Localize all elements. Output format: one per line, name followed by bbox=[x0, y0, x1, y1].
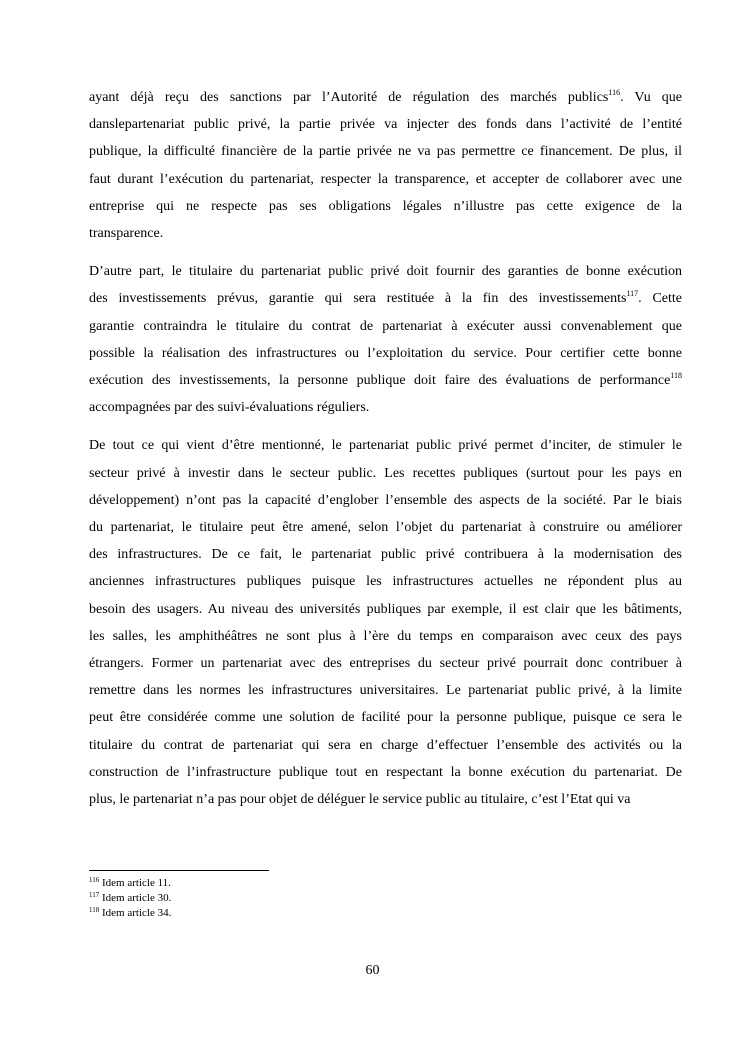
text-line bbox=[89, 193, 682, 220]
text-line bbox=[89, 732, 682, 759]
text-run: secteur privé à investir dans le secteur public. Les recettes publiques (surtout pour les pays en bbox=[89, 465, 682, 481]
text-line bbox=[89, 677, 682, 704]
text-run: De tout ce qui vient d’être mentionné, le partenariat public privé permet d’inciter, de stimuler le bbox=[89, 438, 682, 454]
footnote-reference: 116 bbox=[608, 88, 621, 97]
text-run: plus, le partenariat n’a pas pour objet de déléguer le service public au titulaire, c’est l’Etat qui va bbox=[89, 792, 631, 808]
text-line bbox=[89, 138, 682, 165]
text-line bbox=[89, 166, 682, 193]
text-run: . Vu que bbox=[620, 90, 683, 105]
text-line bbox=[89, 541, 682, 568]
text-line bbox=[89, 220, 682, 247]
text-line bbox=[89, 340, 682, 367]
footnote-text: Idem article 34. bbox=[99, 907, 172, 919]
text-line bbox=[89, 394, 682, 421]
text-line bbox=[89, 568, 682, 595]
text-run: étrangers. Former un partenariat avec des entreprises du secteur privé pourrait donc contribuer à bbox=[89, 656, 682, 672]
text-run: danslepartenariat public privé, la partie privée va injecter des fonds dans l’activité de l’entité bbox=[89, 117, 682, 133]
text-run: du partenariat, le titulaire peut être amené, selon l’objet du partenariat à construire ou améliorer bbox=[89, 520, 682, 536]
text-line bbox=[89, 514, 682, 541]
text-run: besoin des usagers. Au niveau des universités publiques par exemple, il est clair que les bâtiments, bbox=[89, 601, 682, 617]
footnote-reference: 118 bbox=[670, 371, 682, 381]
text-line bbox=[89, 285, 682, 312]
text-run: des investissements prévus, garantie qui sera restituée à la fin des investissements bbox=[89, 291, 627, 307]
paragraph bbox=[89, 84, 682, 247]
text-line bbox=[89, 367, 682, 394]
text-run: construction de l’infrastructure publique tout en respectant la bonne exécution du partenariat. De bbox=[89, 764, 682, 780]
text-line bbox=[89, 258, 682, 285]
text-line bbox=[89, 313, 682, 340]
text-run: possible la réalisation des infrastructures ou l’exploitation du service. Pour certifier cette bonne bbox=[89, 345, 682, 361]
text-run: garantie contraindra le titulaire du contrat de partenariat à exécuter aussi convenablement que bbox=[89, 318, 682, 334]
text-line bbox=[89, 786, 682, 813]
text-line bbox=[89, 84, 682, 111]
page-number: 60 bbox=[365, 963, 380, 978]
text-run: transparence. bbox=[89, 226, 164, 242]
text-line bbox=[89, 487, 682, 514]
text-run: les salles, les amphithéâtres ne sont plus à l’ère du temps en comparaison avec ceux des pays bbox=[89, 628, 682, 644]
text-run: titulaire du contrat de partenariat qui sera en charge d’effectuer l’ensemble des activités ou la bbox=[89, 737, 682, 753]
footnote-text: Idem article 11. bbox=[99, 877, 171, 889]
text-run: publique, la difficulté financière de la partie privée ne va pas permettre ce financement. De plus, il bbox=[89, 144, 682, 160]
footnote bbox=[89, 876, 682, 891]
footnote bbox=[89, 891, 682, 906]
text-run: D’autre part, le titulaire du partenariat public privé doit fournir des garanties de bonne exécution bbox=[89, 264, 682, 280]
text-run: des infrastructures. De ce fait, le partenariat public privé contribuera à la modernisation des bbox=[89, 547, 682, 563]
text-run: exécution des investissements, la personne publique doit faire des évaluations de performance bbox=[89, 373, 671, 389]
footnote bbox=[89, 906, 682, 921]
text-line bbox=[89, 623, 682, 650]
text-line bbox=[89, 432, 682, 459]
text-run: faut durant l’exécution du partenariat, respecter la transparence, et accepter de collaborer avec une bbox=[89, 171, 682, 187]
footnote-number: 116 bbox=[89, 876, 100, 884]
body-text bbox=[89, 84, 682, 824]
text-run: accompagnées par des suivi-évaluations réguliers. bbox=[89, 400, 370, 416]
text-line bbox=[89, 704, 682, 731]
paragraph bbox=[89, 432, 682, 813]
footnotes bbox=[89, 876, 682, 921]
footnote-number: 117 bbox=[89, 891, 100, 899]
text-run: développement) n’ont pas la capacité d’englober l’ensemble des aspects de la société. Par le biais bbox=[89, 492, 682, 508]
text-run: remettre dans les normes les infrastructures universitaires. Le partenariat public privé, à la limite bbox=[89, 683, 682, 699]
footnote-text: Idem article 30. bbox=[99, 892, 172, 904]
text-run: entreprise qui ne respecte pas ses obligations légales n’illustre pas cette exigence de la bbox=[89, 198, 682, 214]
text-run: . Cette bbox=[638, 291, 682, 307]
text-line bbox=[89, 596, 682, 623]
text-run: ayant déjà reçu des sanctions par l’Autorité de régulation des marchés publics bbox=[89, 90, 609, 105]
text-line bbox=[89, 650, 682, 677]
text-line bbox=[89, 759, 682, 786]
text-run: peut être considérée comme une solution de facilité pour la personne publique, puisque ce sera le bbox=[89, 710, 682, 726]
text-line bbox=[89, 111, 682, 138]
footnote-separator bbox=[89, 870, 269, 871]
text-line bbox=[89, 460, 682, 487]
paragraph bbox=[89, 258, 682, 421]
footnote-reference: 117 bbox=[626, 289, 639, 299]
footnote-number: 118 bbox=[89, 906, 100, 914]
text-run: anciennes infrastructures publiques puisque les infrastructures actuelles ne répondent plus au bbox=[89, 574, 682, 590]
